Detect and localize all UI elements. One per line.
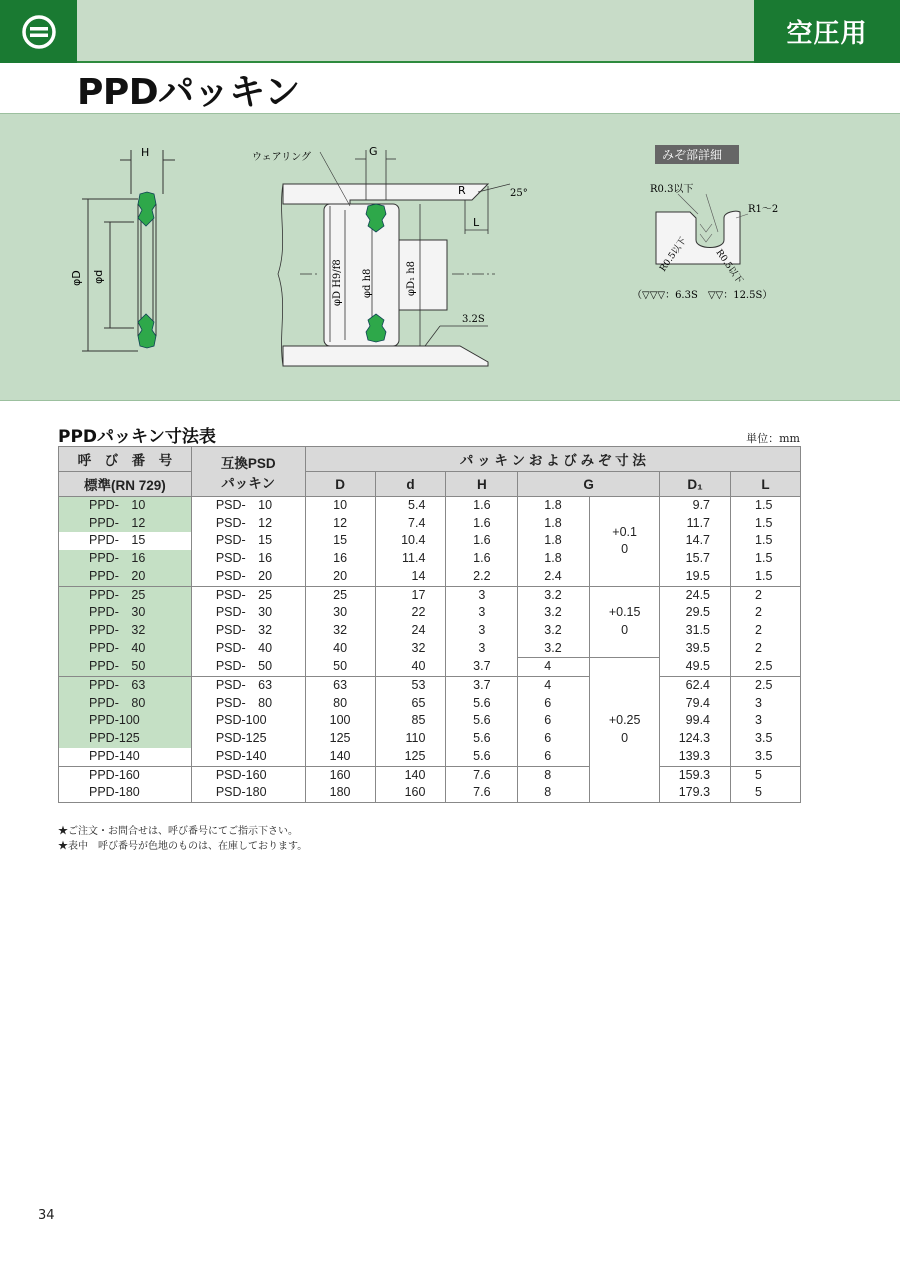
cell-call-no: PPD- 63 <box>59 677 192 695</box>
table-row <box>59 604 801 622</box>
tolerance-lower: 0 <box>621 622 629 637</box>
cell-G-tolerance <box>590 586 660 658</box>
cell-psd: PSD-160 <box>191 766 305 784</box>
table-row <box>59 748 801 766</box>
cell-L: 5 <box>731 766 801 784</box>
surface-legend: （▽▽▽：6.3S ▽▽：12.5S） <box>632 290 773 301</box>
cell-G: 1.8 <box>518 532 590 550</box>
cell-L: 1.5 <box>731 550 801 568</box>
dim-l-label: L <box>473 216 480 229</box>
table-row <box>59 550 801 568</box>
cell-psd: PSD- 15 <box>191 532 305 550</box>
cell-d: 7.4 <box>375 515 446 533</box>
cell-D: 50 <box>305 658 375 677</box>
seal-diagram <box>0 113 900 401</box>
cell-D1: 39.5 <box>660 640 731 658</box>
table-row <box>59 568 801 586</box>
cell-H: 1.6 <box>446 550 518 568</box>
tolerance-upper: +0.15 <box>608 605 641 620</box>
cell-D1: 19.5 <box>660 568 731 586</box>
cell-D1: 11.7 <box>660 515 731 533</box>
tolerance-lower: 0 <box>621 542 629 557</box>
footnote-1: ★ご注文・お問合せは、呼び番号にてご指示下さい。 <box>58 826 298 837</box>
tolerance-lower: 0 <box>621 731 629 746</box>
cell-D1: 62.4 <box>660 677 731 695</box>
cell-L: 3 <box>731 712 801 730</box>
cell-call-no: PPD- 80 <box>59 695 192 713</box>
cell-G: 6 <box>518 695 590 713</box>
cell-H: 3.7 <box>446 658 518 677</box>
cell-psd: PSD- 20 <box>191 568 305 586</box>
header-L: L <box>731 472 801 497</box>
header-compat <box>191 447 305 497</box>
cell-call-no: PPD- 20 <box>59 568 192 586</box>
cell-D: 100 <box>305 712 375 730</box>
cell-call-no: PPD- 32 <box>59 622 192 640</box>
cell-L: 2 <box>731 586 801 604</box>
cell-d: 140 <box>375 766 446 784</box>
cell-call-no: PPD-160 <box>59 766 192 784</box>
cell-D: 20 <box>305 568 375 586</box>
cell-D1: 99.4 <box>660 712 731 730</box>
table-row <box>59 515 801 533</box>
header-dims: パ ッ キ ン お よ び み ぞ 寸 法 <box>305 447 800 472</box>
cell-d: 5.4 <box>375 497 446 515</box>
table-row <box>59 497 801 515</box>
dim-r-label: R <box>458 184 466 197</box>
cell-H: 7.6 <box>446 784 518 802</box>
cell-D1: 29.5 <box>660 604 731 622</box>
footnote-2: ★表中 呼び番号が色地のものは、在庫しております。 <box>58 841 308 852</box>
cell-psd: PSD- 30 <box>191 604 305 622</box>
cell-G: 8 <box>518 766 590 784</box>
cell-D: 140 <box>305 748 375 766</box>
cell-D: 125 <box>305 730 375 748</box>
cell-G: 6 <box>518 730 590 748</box>
cell-psd: PSD- 40 <box>191 640 305 658</box>
cell-psd: PSD- 50 <box>191 658 305 677</box>
cell-L: 3 <box>731 695 801 713</box>
cell-D: 32 <box>305 622 375 640</box>
cell-G: 4 <box>518 677 590 695</box>
tolerance-upper: +0.25 <box>608 713 641 728</box>
cell-call-no: PPD-100 <box>59 712 192 730</box>
cell-L: 3.5 <box>731 748 801 766</box>
cell-D1: 24.5 <box>660 586 731 604</box>
cell-d: 14 <box>375 568 446 586</box>
page-number: 34 <box>38 1208 55 1223</box>
cell-H: 1.6 <box>446 532 518 550</box>
cell-L: 2.5 <box>731 677 801 695</box>
cell-call-no: PPD-140 <box>59 748 192 766</box>
finish-label: 3.2S <box>462 314 485 325</box>
unit-label: 単位：mm <box>746 432 800 445</box>
table-row <box>59 766 801 784</box>
cell-call-no: PPD- 12 <box>59 515 192 533</box>
r05-left-label: R0.5以下 <box>658 235 689 274</box>
cell-psd: PSD-125 <box>191 730 305 748</box>
cell-psd: PSD- 80 <box>191 695 305 713</box>
header-compat-line2: パッキン <box>221 475 276 491</box>
cell-call-no: PPD-180 <box>59 784 192 802</box>
cell-d: 17 <box>375 586 446 604</box>
cell-D: 10 <box>305 497 375 515</box>
cell-G: 1.8 <box>518 550 590 568</box>
category-tab: 空圧用 <box>754 0 900 63</box>
dim-phid-fit-label: φd h8 <box>362 268 373 298</box>
header-std: 標準(RN 729) <box>59 472 192 497</box>
footnotes <box>58 824 307 854</box>
cell-D1: 139.3 <box>660 748 731 766</box>
cell-L: 2.5 <box>731 658 801 677</box>
header-G: G <box>518 472 660 497</box>
cell-H: 1.6 <box>446 497 518 515</box>
cell-H: 3.7 <box>446 677 518 695</box>
table-row <box>59 532 801 550</box>
table-row <box>59 695 801 713</box>
cell-psd: PSD- 12 <box>191 515 305 533</box>
cell-psd: PSD-140 <box>191 748 305 766</box>
cell-L: 3.5 <box>731 730 801 748</box>
cell-D: 30 <box>305 604 375 622</box>
cell-d: 22 <box>375 604 446 622</box>
cell-call-no: PPD- 15 <box>59 532 192 550</box>
cell-L: 1.5 <box>731 532 801 550</box>
dim-phiD-label: φD <box>70 270 83 286</box>
cell-D: 25 <box>305 586 375 604</box>
cell-D1: 124.3 <box>660 730 731 748</box>
cell-d: 85 <box>375 712 446 730</box>
tolerance-upper: +0.1 <box>612 524 637 539</box>
cell-G: 3.2 <box>518 586 590 604</box>
header-D: D <box>305 472 375 497</box>
cell-psd: PSD- 32 <box>191 622 305 640</box>
cell-G-tolerance <box>590 497 660 587</box>
table-body <box>59 497 801 803</box>
cell-call-no: PPD- 16 <box>59 550 192 568</box>
cell-D1: 15.7 <box>660 550 731 568</box>
table-row <box>59 640 801 658</box>
cell-psd: PSD- 25 <box>191 586 305 604</box>
header-call-no: 呼 び 番 号 <box>59 447 192 472</box>
cell-D: 15 <box>305 532 375 550</box>
cell-D: 180 <box>305 784 375 802</box>
cell-H: 3 <box>446 640 518 658</box>
cell-H: 1.6 <box>446 515 518 533</box>
cell-L: 1.5 <box>731 568 801 586</box>
cell-call-no: PPD-125 <box>59 730 192 748</box>
r1-2-label: R1～2 <box>748 204 779 215</box>
cell-D1: 9.7 <box>660 497 731 515</box>
cell-d: 11.4 <box>375 550 446 568</box>
cell-d: 10.4 <box>375 532 446 550</box>
cell-L: 1.5 <box>731 497 801 515</box>
cell-call-no: PPD- 30 <box>59 604 192 622</box>
dim-g-label: G <box>369 145 378 158</box>
table-row <box>59 784 801 802</box>
table-row <box>59 712 801 730</box>
dim-h-label: H <box>141 146 150 159</box>
cell-D: 160 <box>305 766 375 784</box>
dim-phiD-fit-label: φD H9/f8 <box>332 259 343 306</box>
cell-H: 5.6 <box>446 695 518 713</box>
cell-d: 125 <box>375 748 446 766</box>
cell-call-no: PPD- 25 <box>59 586 192 604</box>
cell-psd: PSD-100 <box>191 712 305 730</box>
cell-H: 2.2 <box>446 568 518 586</box>
cell-G: 3.2 <box>518 604 590 622</box>
header-compat-line1: 互換PSD <box>220 455 276 471</box>
cell-G: 2.4 <box>518 568 590 586</box>
cell-G: 4 <box>518 658 590 677</box>
cell-D1: 14.7 <box>660 532 731 550</box>
table-row <box>59 622 801 640</box>
header-d: d <box>375 472 446 497</box>
groove-detail-title: みぞ部詳細 <box>662 148 723 162</box>
cell-D1: 31.5 <box>660 622 731 640</box>
cell-L: 2 <box>731 640 801 658</box>
cell-G: 8 <box>518 784 590 802</box>
cell-d: 160 <box>375 784 446 802</box>
cell-d: 65 <box>375 695 446 713</box>
cell-G: 6 <box>518 712 590 730</box>
cell-D: 63 <box>305 677 375 695</box>
cell-psd: PSD- 10 <box>191 497 305 515</box>
cell-D1: 49.5 <box>660 658 731 677</box>
r05-right-label: R0.5以下 <box>713 247 745 286</box>
cell-d: 40 <box>375 658 446 677</box>
r03-label: R0.3以下 <box>650 184 694 195</box>
cell-G: 1.8 <box>518 497 590 515</box>
cell-L: 5 <box>731 784 801 802</box>
header-D1: D₁ <box>660 472 731 497</box>
cell-H: 5.6 <box>446 730 518 748</box>
cell-H: 5.6 <box>446 712 518 730</box>
cell-d: 53 <box>375 677 446 695</box>
cell-D: 80 <box>305 695 375 713</box>
cell-H: 7.6 <box>446 766 518 784</box>
cell-G-tolerance <box>590 658 660 803</box>
table-title: PPDパッキン寸法表 <box>58 427 216 447</box>
cell-H: 5.6 <box>446 748 518 766</box>
cell-L: 2 <box>731 604 801 622</box>
cell-L: 2 <box>731 622 801 640</box>
cell-L: 1.5 <box>731 515 801 533</box>
cell-D: 40 <box>305 640 375 658</box>
cell-D1: 179.3 <box>660 784 731 802</box>
table-row <box>59 730 801 748</box>
dim-phiD1-fit-label: φD₁ h8 <box>406 260 417 296</box>
logo-icon <box>21 14 57 50</box>
cell-D: 16 <box>305 550 375 568</box>
wear-ring-label: ウェアリング <box>252 152 311 163</box>
header-H: H <box>446 472 518 497</box>
angle-label: 25° <box>510 188 528 199</box>
cell-H: 3 <box>446 604 518 622</box>
table-row <box>59 677 801 695</box>
cell-H: 3 <box>446 622 518 640</box>
cell-call-no: PPD- 40 <box>59 640 192 658</box>
dim-phid-label: φd <box>92 269 105 284</box>
cell-d: 110 <box>375 730 446 748</box>
cell-G: 1.8 <box>518 515 590 533</box>
table-row <box>59 586 801 604</box>
cell-d: 32 <box>375 640 446 658</box>
cell-D1: 79.4 <box>660 695 731 713</box>
cell-D: 12 <box>305 515 375 533</box>
cell-G: 3.2 <box>518 622 590 640</box>
cell-H: 3 <box>446 586 518 604</box>
cell-G: 6 <box>518 748 590 766</box>
cell-call-no: PPD- 50 <box>59 658 192 677</box>
cell-G: 3.2 <box>518 640 590 658</box>
dimension-table <box>58 446 801 803</box>
table-row <box>59 658 801 677</box>
cell-D1: 159.3 <box>660 766 731 784</box>
cell-psd: PSD- 63 <box>191 677 305 695</box>
page-title: PPDパッキン <box>77 72 300 113</box>
cell-psd: PSD-180 <box>191 784 305 802</box>
brand-logo <box>0 0 77 63</box>
cell-d: 24 <box>375 622 446 640</box>
cell-psd: PSD- 16 <box>191 550 305 568</box>
cell-call-no: PPD- 10 <box>59 497 192 515</box>
